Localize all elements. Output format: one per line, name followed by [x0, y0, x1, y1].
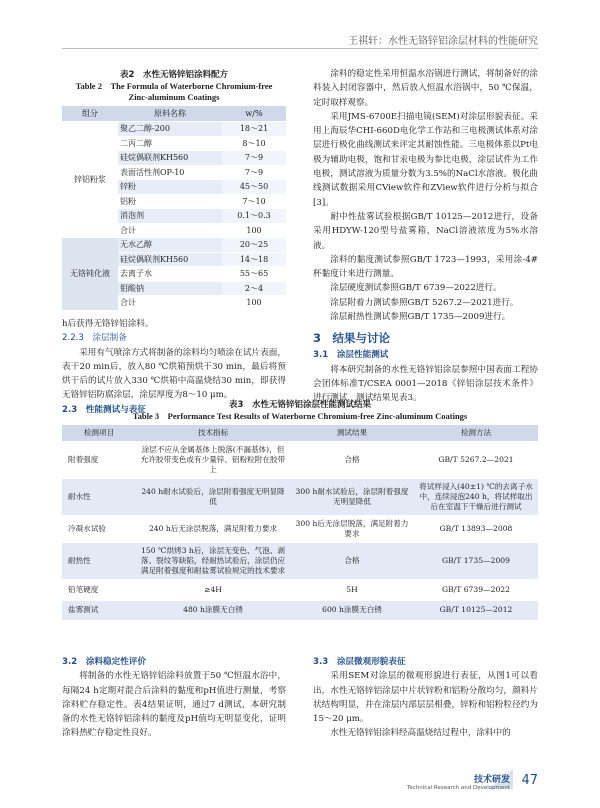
- table-row: [62, 479, 538, 516]
- cell: 0.1～0.3: [222, 209, 286, 224]
- paragraph: 涂层耐热性测试参照GB/T 1735—2009进行。: [330, 312, 511, 323]
- table-row: [62, 543, 538, 580]
- table-row: [62, 122, 286, 137]
- cell: 合格: [290, 442, 414, 479]
- paragraph: 耐中性盐雾试验根据GB/T 10125—2012进行，设备采用HDYW-120型号盐雾箱，NaCl溶液浓度为5%水溶液。: [313, 211, 538, 251]
- col-header: 检测项目: [62, 425, 136, 442]
- cell: 无水乙醇: [118, 238, 222, 253]
- cell: 合格: [290, 543, 414, 580]
- paragraph: 涂料的稳定性采用恒温水浴锅进行测试，将制备好的涂料装入封闭容器中，然后放入恒温水浴锅中，50 ℃保温，定时取样观察。: [313, 69, 538, 108]
- col-header: 技术指标: [136, 425, 290, 442]
- cell: 将试样浸入(40±1) ℃的去离子水中，连续浸泡240 h，将试样取出后在室温下干燥后进行测试: [414, 479, 538, 516]
- cell: 600 h涂膜无白锈: [290, 600, 414, 621]
- table-row: [62, 600, 538, 621]
- col-header: 组分: [62, 106, 118, 122]
- cell: 二丙二醇: [118, 136, 222, 151]
- cell: 硅烷偶联剂KH560: [118, 151, 222, 166]
- cell: 240 h耐水试验后，涂层附着强度无明显降低: [136, 479, 290, 516]
- table-2-caption-en-2: Zinc-aluminum Coatings: [128, 92, 220, 102]
- cell: 合计: [118, 223, 222, 238]
- cell: 消泡剂: [118, 209, 222, 224]
- cell: 18～21: [222, 122, 286, 137]
- cell: 7～9: [222, 151, 286, 166]
- cell: 150 ℃烘烤3 h后，涂层无变色、气泡、剥落、裂纹等缺陷，经耐热试验后，涂层仍应满足附着强度和耐盐雾试验规定的技术要求: [136, 543, 290, 580]
- section-3-2-heading: 3.2 涂料稳定性评价: [62, 657, 146, 667]
- group-label: 无铬钝化液: [62, 238, 118, 311]
- journal-name: 技术研发: [473, 775, 510, 785]
- section-2-2-3-heading: 2.2.3 涂层制备: [62, 333, 127, 344]
- cell: GB/T 13893—2008: [414, 516, 538, 543]
- cell: 表面活性剂OP-10: [118, 165, 222, 180]
- cell: 铅笔硬度: [62, 580, 136, 601]
- cell: 钼酸钠: [118, 281, 222, 296]
- cell: 聚乙二醇-200: [118, 122, 222, 137]
- cell: 涂层不应从金属基体上脱落(不漏基体)，但允许胶带变色或有少量锌、铝粉粒附在胶带上: [136, 442, 290, 479]
- paragraph: 采用JMS-6700E扫描电镜(SEM)对涂层形貌表征。采用上海辰华CHI-660D电化学工作站和三电极测试体系对涂层进行极化曲线测试来评定其耐蚀性能。三电极体系以Pt电极为辅助电极，饱和甘汞电极为参比电极，涂层试件为工作电极，测试溶液为质量分数为3.5%的NaCl水溶液。极化曲线测试数据采用CView软件和ZView软件进行分析与拟合[3]。: [313, 111, 538, 208]
- cell: 300 h后无涂层脱落，满足附着力要求: [290, 516, 414, 543]
- page-number: 47: [521, 773, 538, 788]
- bottom-right-text: [313, 655, 538, 741]
- table-row: [62, 580, 538, 601]
- col-header: 检测方法: [414, 425, 538, 442]
- paragraph: h后获得无铬锌铝涂料。: [62, 319, 154, 329]
- col-header: 测试结果: [290, 425, 414, 442]
- cell: 300 h耐水试验后，涂层附着强度无明显降低: [290, 479, 414, 516]
- cell: 7～9: [222, 165, 286, 180]
- cell: 8～10: [222, 136, 286, 151]
- paragraph: 将本研究制备的水性无铬锌铝涂层参照中国表面工程协会团体标准T/CSEA 0001—2018《锌铝涂层技术条件》进行测试，测试结果见表3。: [313, 364, 538, 404]
- cell: 耐水性: [62, 479, 136, 516]
- cell: 7～10: [222, 194, 286, 209]
- cell: ≥4H: [136, 580, 290, 601]
- paragraph: 水性无铬锌铝涂料经高温烧结过程中，涂料中的: [330, 728, 511, 739]
- paragraph: 涂料的黏度测试参照GB/T 1723—1993，采用涂-4#杯黏度计来进行测量。: [313, 254, 538, 280]
- table-2-caption-en: Table 2 The Formula of Waterborne Chromium-free: [75, 81, 273, 91]
- cell: 合计: [118, 296, 222, 311]
- table-3: [62, 399, 538, 621]
- cell: 锌粉: [118, 180, 222, 195]
- section-3-1-heading: 3.1 涂层性能测试: [313, 350, 389, 361]
- cell: 耐热性: [62, 543, 136, 580]
- header-rule: [62, 48, 538, 49]
- cell: 100: [222, 296, 286, 311]
- cell: 盐雾测试: [62, 600, 136, 621]
- table-row: [62, 442, 538, 479]
- col-header: w/%: [222, 106, 286, 122]
- paragraph: 涂层附着力测试参照GB/T 5267.2—2021进行。: [330, 297, 519, 308]
- cell: GB/T 10125—2012: [414, 600, 538, 621]
- section-3-3-heading: 3.3 涂层微观形貌表征: [313, 657, 406, 667]
- cell: 铝粉: [118, 194, 222, 209]
- table-row: [62, 238, 286, 253]
- cell: 480 h涂膜无白锈: [136, 600, 290, 621]
- cell: GB/T 1735—2009: [414, 543, 538, 580]
- cell: 冷凝水试验: [62, 516, 136, 543]
- paragraph: 涂层硬度测试参照GB/T 6739—2022进行。: [330, 283, 502, 294]
- cell: 55～65: [222, 267, 286, 282]
- cell: 100: [222, 223, 286, 238]
- cell: 45～50: [222, 180, 286, 195]
- table-row: [62, 516, 538, 543]
- running-title: 王祺轩：水性无铬锌铝涂层材料的性能研究: [348, 36, 538, 47]
- group-label: 锌铝粉浆: [62, 122, 118, 238]
- journal-footer: [407, 772, 510, 791]
- performance-table: [62, 425, 538, 621]
- bottom-left-text: [62, 655, 286, 741]
- cell: 14～18: [222, 252, 286, 267]
- cell: 附着强度: [62, 442, 136, 479]
- paragraph: 采用有气喷涂方式将制备的涂料均匀喷涂在试片表面，表干20 min后，放入80 ℃烘箱预烘干30 min，最后将预烘干后的试片放入330 ℃烘箱中高温烧结30 min，即获得无铬锌铝防腐涂层，涂层厚度为8～10 μm。: [62, 347, 286, 401]
- section-3-heading: 3 结果与讨论: [313, 331, 391, 346]
- table-3-caption-en: Table 3 Performance Test Results of Waterborne Chromium-free Zinc-aluminum Coatings: [132, 411, 468, 421]
- right-column-text: [313, 67, 538, 406]
- cell: GB/T 5267.2—2021: [414, 442, 538, 479]
- cell: 20～25: [222, 238, 286, 253]
- cell: 去离子水: [118, 267, 222, 282]
- formula-table: [62, 106, 286, 311]
- journal-name-en: Technical Research and Development: [406, 785, 510, 791]
- paragraph: 采用SEM对涂层的微观形貌进行表征，从图1可以看出，水性无铬锌铝涂层中片状锌粉和铝粉分散均匀，颜料片状结构明显，并在涂层内部层层相叠，锌粉和铝粉粒径约为15～20 μm。: [313, 671, 538, 725]
- cell: 硅烷偶联剂KH560: [118, 252, 222, 267]
- table-2: [62, 69, 286, 311]
- cell: 240 h后无涂层脱落，满足附着力要求: [136, 516, 290, 543]
- section-2-3-heading: 2.3 性能测试与表征: [62, 404, 146, 415]
- paragraph: 将制备的水性无铬锌铝涂料放置于50 ℃恒温水浴中，每隔24 h定期对混合后涂料的黏度和pH值进行测量，考察涂料贮存稳定性。表4结果证明，通过7 d测试，本研究制备的水性无铬锌铝涂料的黏度及pH值均无明显变化，证明涂料热贮存稳定性良好。: [62, 671, 286, 739]
- cell: GB/T 6739—2022: [414, 580, 538, 601]
- cell: 2～4: [222, 281, 286, 296]
- col-header: 原料名称: [118, 106, 222, 122]
- cell: 5H: [290, 580, 414, 601]
- table-2-caption-cn: 表2 水性无铬锌铝涂料配方: [120, 70, 228, 80]
- table-3-caption-cn: 表3 水性无铬锌铝涂层性能测试结果: [229, 400, 371, 410]
